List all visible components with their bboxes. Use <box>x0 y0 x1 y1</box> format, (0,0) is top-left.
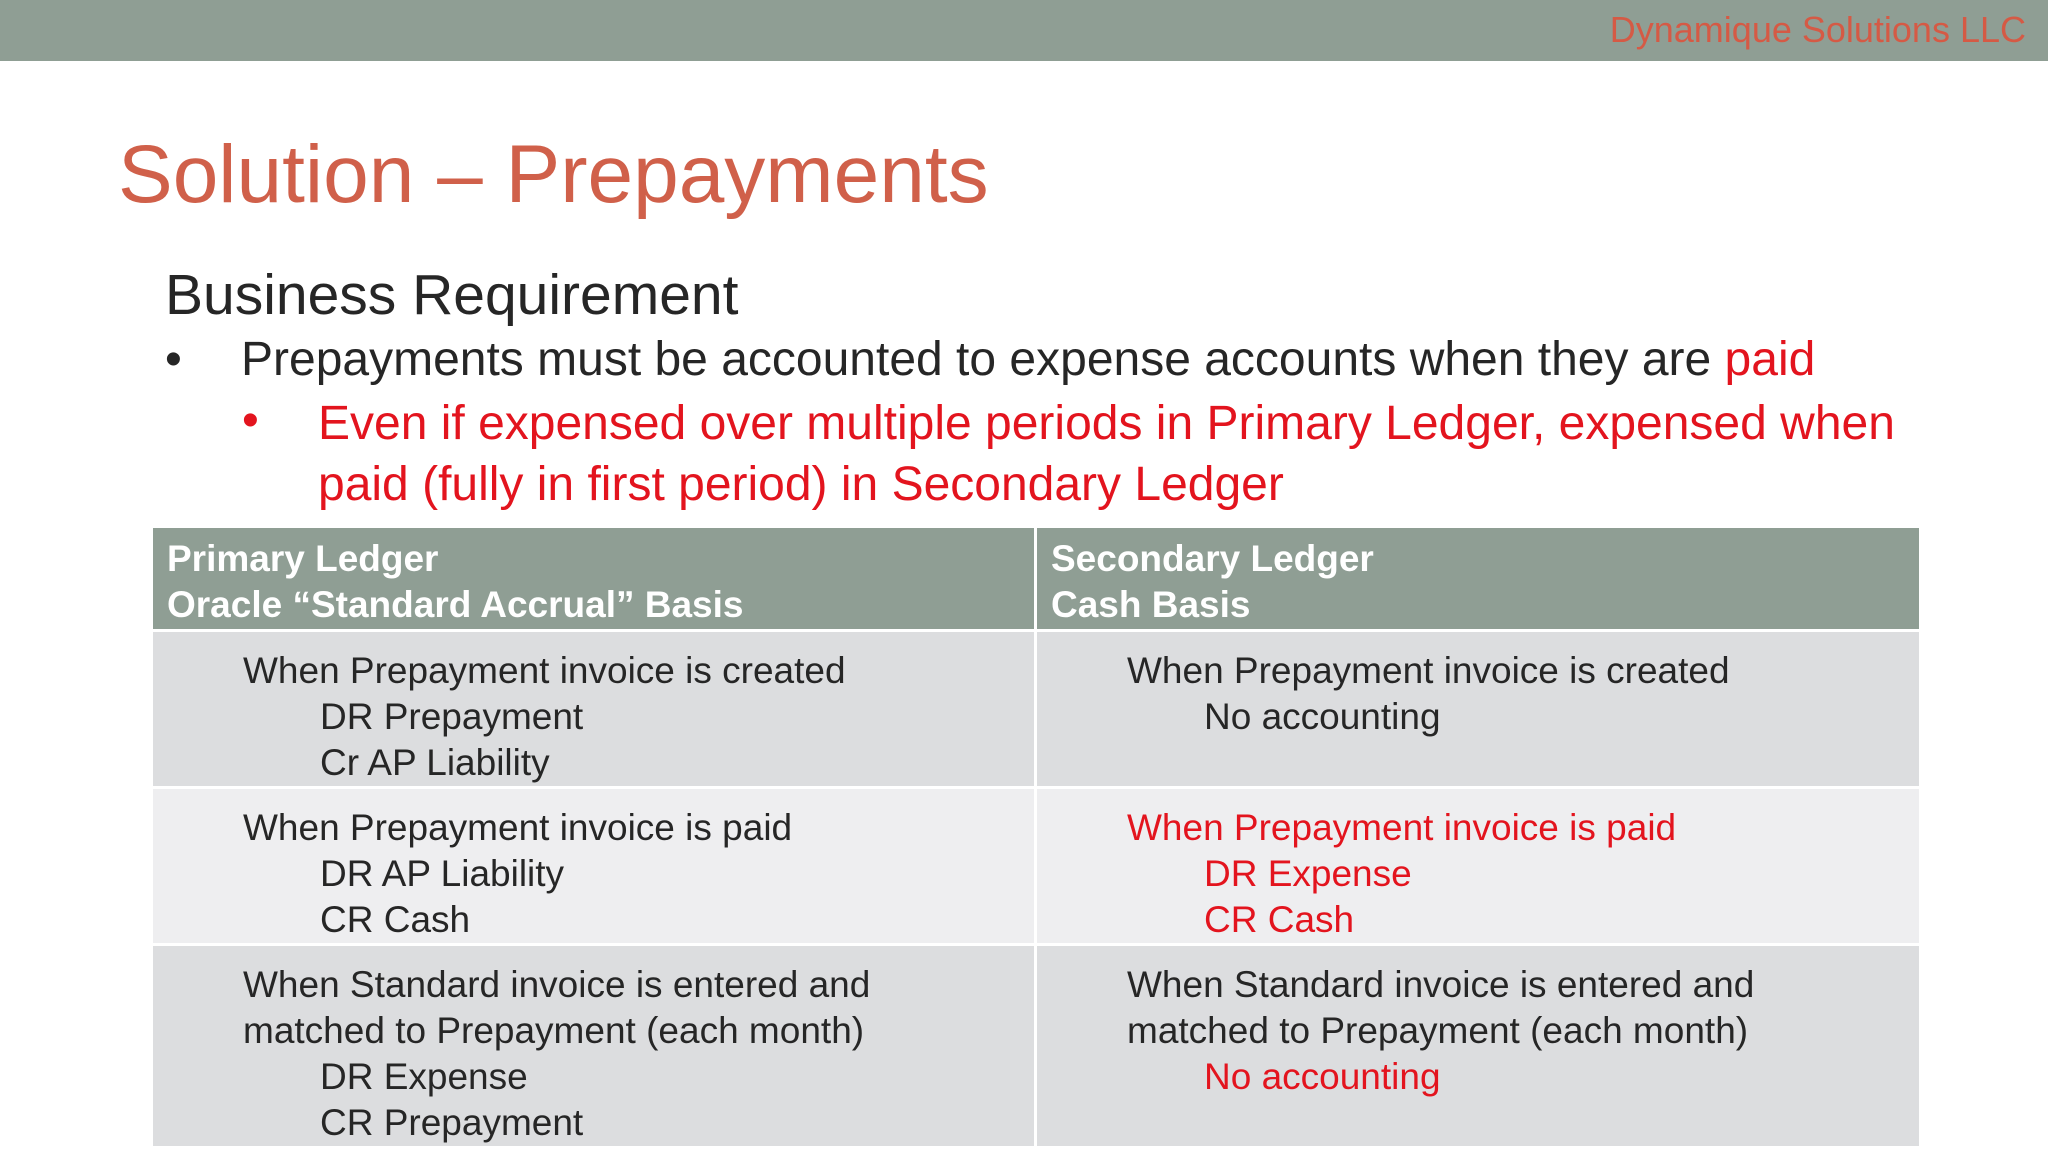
bullet-text <box>241 332 1815 387</box>
journal-entry: No accounting <box>1204 1056 1441 1097</box>
secondary-cell-highlighted <box>1036 788 1921 945</box>
table-row <box>152 788 1921 945</box>
journal-entry: No accounting <box>1204 696 1441 737</box>
secondary-cell <box>1036 631 1921 788</box>
table-header-row <box>152 527 1921 631</box>
bullet-text-highlight: paid <box>1724 333 1816 386</box>
ledger-comparison-table <box>150 525 1922 1149</box>
journal-entry: DR Prepayment <box>320 696 584 737</box>
slide-title: Solution – Prepayments <box>118 129 989 220</box>
event-text: When Prepayment invoice is paid <box>243 807 793 848</box>
company-name: Dynamique Solutions LLC <box>1609 9 2026 50</box>
journal-entry: DR Expense <box>320 1056 528 1097</box>
header-primary-subtitle: Oracle “Standard Accrual” Basis <box>167 584 744 625</box>
primary-cell <box>152 788 1036 945</box>
event-text: When Prepayment invoice is created <box>1127 650 1730 691</box>
bullet-marker: • <box>165 333 182 386</box>
bullet-text-main: Prepayments must be accounted to expense accounts when they are <box>241 333 1725 386</box>
section-heading: Business Requirement <box>165 263 739 327</box>
header-secondary-ledger <box>1036 527 1921 631</box>
sub-bullet-text: Even if expensed over multiple periods in Primary Ledger, expensed when paid (fully in first period) in Secondary Ledger <box>318 397 1895 511</box>
event-text: matched to Prepayment (each month) <box>243 1010 865 1051</box>
journal-entry: DR Expense <box>1204 853 1412 894</box>
journal-entry: CR Cash <box>320 899 471 940</box>
header-bar <box>0 0 2048 61</box>
table-row <box>152 631 1921 788</box>
primary-cell <box>152 945 1036 1148</box>
header-secondary-subtitle: Cash Basis <box>1051 584 1251 625</box>
header-primary-ledger <box>152 527 1036 631</box>
journal-entry: DR AP Liability <box>320 853 565 894</box>
header-primary-title: Primary Ledger <box>167 538 439 579</box>
journal-entry: CR Prepayment <box>320 1102 584 1143</box>
event-text: When Standard invoice is entered and <box>243 964 871 1005</box>
event-text: matched to Prepayment (each month) <box>1127 1010 1749 1051</box>
primary-cell <box>152 631 1036 788</box>
table-row <box>152 945 1921 1148</box>
event-text: When Prepayment invoice is paid <box>1127 807 1677 848</box>
secondary-cell <box>1036 945 1921 1148</box>
sub-bullet-marker: • <box>242 394 259 447</box>
header-secondary-title: Secondary Ledger <box>1051 538 1374 579</box>
event-text: When Standard invoice is entered and <box>1127 964 1755 1005</box>
event-text: When Prepayment invoice is created <box>243 650 846 691</box>
journal-entry: CR Cash <box>1204 899 1355 940</box>
journal-entry: Cr AP Liability <box>320 742 550 783</box>
